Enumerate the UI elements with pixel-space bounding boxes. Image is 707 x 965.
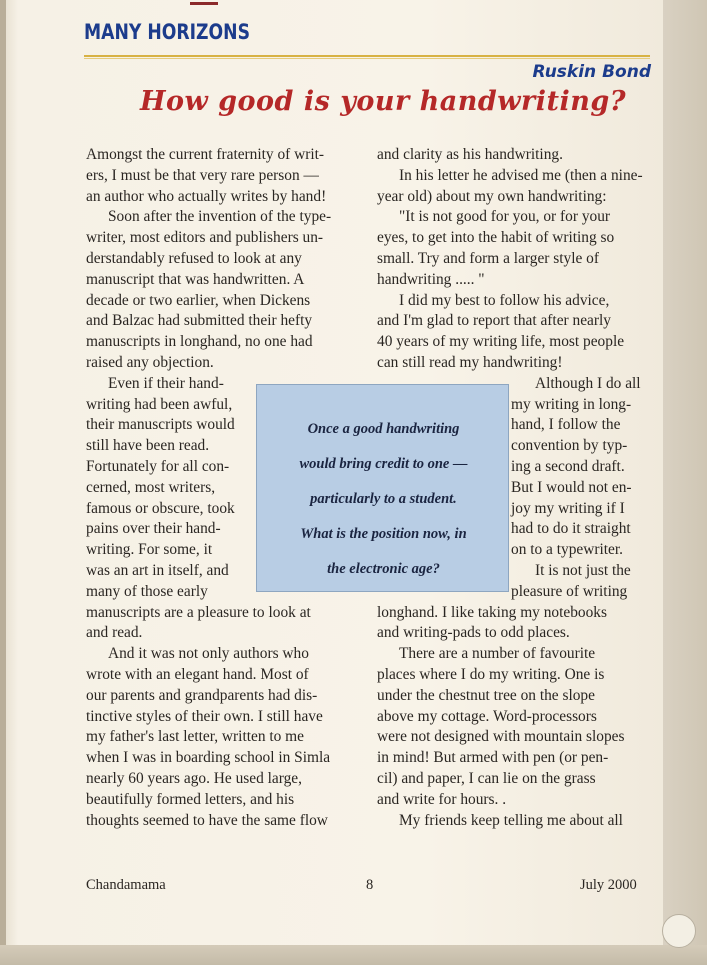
text-line: and read.: [86, 624, 143, 642]
text-line: manuscripts in longhand, no one had: [86, 333, 313, 351]
text-line: There are a number of favourite: [399, 645, 596, 663]
text-line: ing a second draft.: [511, 458, 625, 475]
text-line: handwriting ..... ": [377, 270, 485, 288]
text-line: cerned, most writers,: [86, 478, 216, 496]
page-right-edge: [663, 0, 707, 965]
footer-date: July 2000: [580, 877, 637, 893]
pull-quote-line: particularly to a student.: [310, 491, 457, 507]
text-line: pleasure of writing: [511, 582, 628, 600]
text-line: under the chestnut tree on the slope: [377, 686, 595, 704]
text-line: and I'm glad to report that after nearly: [377, 312, 611, 330]
text-line: thoughts seemed to have the same flow: [86, 811, 328, 829]
text-line: their manuscripts would: [86, 416, 235, 434]
footer-page-number: 8: [366, 877, 374, 893]
text-line: pains over their hand-: [86, 520, 221, 538]
text-line: my father's last letter, written to me: [86, 728, 304, 746]
text-line: tinctive styles of their own. I still have: [86, 707, 323, 725]
text-line: I did my best to follow his advice,: [399, 291, 610, 309]
text-line: beautifully formed letters, and his: [86, 790, 295, 808]
text-line: But I would not en-: [511, 478, 632, 496]
text-line: in mind! But armed with pen (or pen-: [377, 749, 609, 767]
text-line: and clarity as his handwriting.: [377, 146, 563, 163]
text-line: writer, most editors and publishers un-: [86, 229, 324, 247]
text-line: raised any objection.: [86, 354, 214, 371]
publisher-logo-icon: [662, 914, 696, 948]
section-title: MANY HORIZONS: [84, 20, 250, 44]
text-line: convention by typ-: [511, 437, 628, 455]
text-line: And it was not only authors who: [108, 645, 309, 663]
pull-quote-line: the electronic age?: [327, 561, 440, 577]
text-line: can still read my handwriting!: [377, 354, 563, 371]
text-line: derstandably refused to look at any: [86, 250, 302, 267]
text-line: "It is not good for you, or for your: [399, 208, 611, 226]
text-line: and write for hours. .: [377, 790, 507, 808]
text-line: nearly 60 years ago. He used large,: [86, 770, 302, 787]
pull-quote-line: Once a good handwriting: [307, 421, 460, 437]
text-line: when I was in boarding school in Simla: [86, 749, 331, 767]
top-color-mark: [190, 2, 218, 5]
text-line: eyes, to get into the habit of writing so: [377, 229, 615, 247]
text-line: above my cottage. Word-processors: [377, 707, 597, 725]
text-line: small. Try and form a larger style of: [377, 250, 599, 267]
text-line: Soon after the invention of the type-: [108, 208, 332, 226]
pull-quote-line: would bring credit to one —: [299, 456, 468, 472]
text-line: cil) and paper, I can lie on the grass: [377, 770, 596, 787]
text-line: My friends keep telling me about all: [399, 811, 623, 829]
text-line: hand, I follow the: [511, 416, 621, 434]
text-line: writing. For some, it: [86, 541, 213, 559]
text-line: had to do it straight: [511, 520, 631, 538]
text-line: wrote with an elegant hand. Most of: [86, 666, 309, 683]
text-line: It is not just the: [535, 562, 631, 579]
text-line: decade or two earlier, when Dickens: [86, 291, 311, 309]
text-line: Fortunately for all con-: [86, 458, 230, 475]
pull-quote-box: [256, 384, 509, 592]
header-rule: [84, 55, 650, 57]
author-name: Ruskin Bond: [532, 62, 651, 82]
text-line: our parents and grandparents had dis-: [86, 686, 318, 704]
text-line: Amongst the current fraternity of writ-: [86, 146, 325, 163]
text-line: were not designed with mountain slopes: [377, 728, 625, 746]
text-line: an author who actually writes by hand!: [86, 187, 327, 205]
text-line: manuscript that was handwritten. A: [86, 270, 305, 288]
text-line: places where I do my writing. One is: [377, 666, 605, 683]
text-line: and Balzac had submitted their hefty: [86, 312, 313, 330]
text-line: year old) about my own handwriting:: [377, 187, 607, 205]
text-line: Although I do all: [535, 374, 641, 392]
text-line: ers, I must be that very rare person —: [86, 166, 319, 184]
text-line: longhand. I like taking my notebooks: [377, 603, 607, 621]
text-line: 40 years of my writing life, most people: [377, 333, 625, 351]
page-binding-shadow: [0, 0, 6, 965]
text-line: manuscripts are a pleasure to look at: [86, 603, 311, 621]
text-line: Even if their hand-: [108, 374, 224, 392]
page-bottom-edge: [0, 945, 707, 965]
header-rule-thin: [84, 58, 650, 59]
article-headline: How good is your handwriting?: [140, 86, 627, 117]
text-line: writing had been awful,: [86, 395, 233, 413]
text-line: joy my writing if I: [511, 499, 625, 517]
pull-quote-line: What is the position now, in: [300, 526, 467, 542]
text-line: famous or obscure, took: [86, 499, 235, 517]
text-line: In his letter he advised me (then a nine-: [399, 166, 643, 184]
text-line: and writing-pads to odd places.: [377, 624, 570, 642]
text-line: still have been read.: [86, 437, 210, 455]
text-line: my writing in long-: [511, 395, 632, 413]
footer-magazine: Chandamama: [86, 877, 166, 893]
text-line: many of those early: [86, 582, 208, 600]
text-line: on to a typewriter.: [511, 541, 623, 559]
text-line: was an art in itself, and: [86, 562, 229, 579]
